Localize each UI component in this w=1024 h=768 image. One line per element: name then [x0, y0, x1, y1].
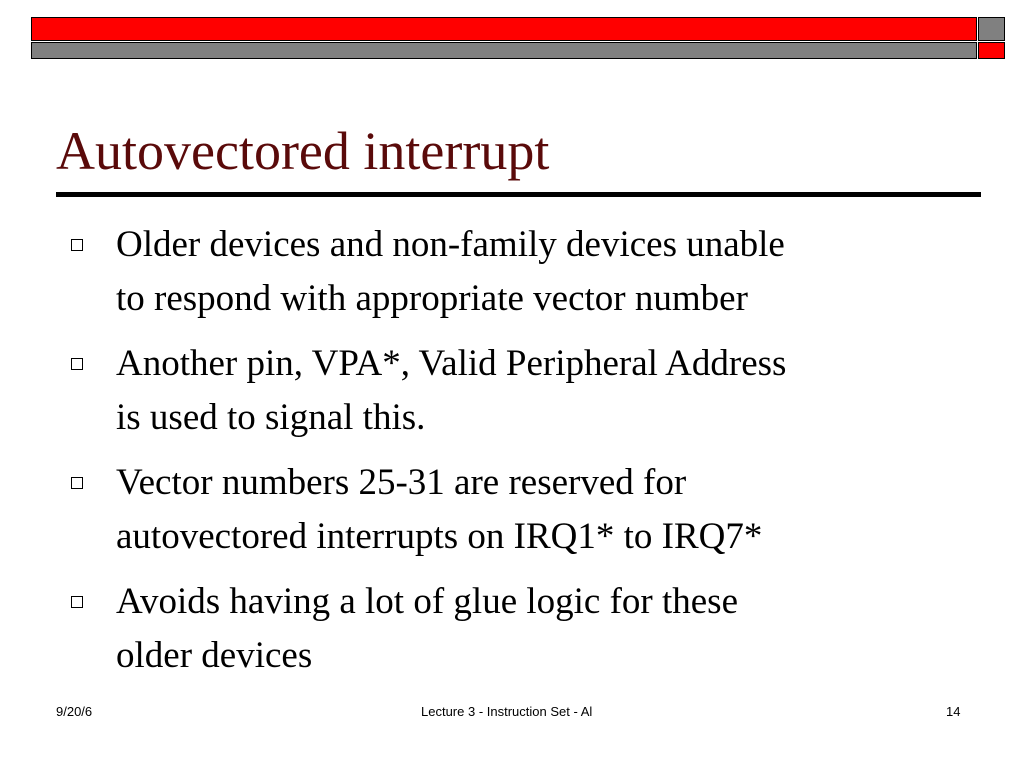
bullet-text: Another pin, VPA*, Valid Peripheral Address is used to signal this.: [116, 343, 787, 438]
header-gray-square: [978, 17, 1005, 41]
title-underline: [56, 192, 981, 197]
slide-title: Autovectored interrupt: [56, 121, 550, 181]
footer-date: 9/20/6: [56, 704, 93, 719]
square-bullet-icon: [71, 239, 83, 251]
footer-lecture-title: Lecture 3 - Instruction Set - Al: [421, 704, 593, 719]
square-bullet-icon: [71, 358, 83, 370]
square-bullet-icon: [71, 477, 83, 489]
header-red-square: [978, 42, 1005, 59]
bullet-text: Vector numbers 25-31 are reserved for autovectored interrupts on IRQ1* to IRQ7*: [116, 462, 763, 557]
square-bullet-icon: [71, 596, 83, 608]
header-gray-bar: [31, 42, 977, 59]
header-red-bar: [31, 17, 977, 41]
footer-page-number: 14: [946, 704, 961, 719]
bullet-text: Older devices and non-family devices unable to respond with appropriate vector number: [116, 224, 785, 319]
bullet-text: Avoids having a lot of glue logic for these older devices: [116, 581, 739, 676]
